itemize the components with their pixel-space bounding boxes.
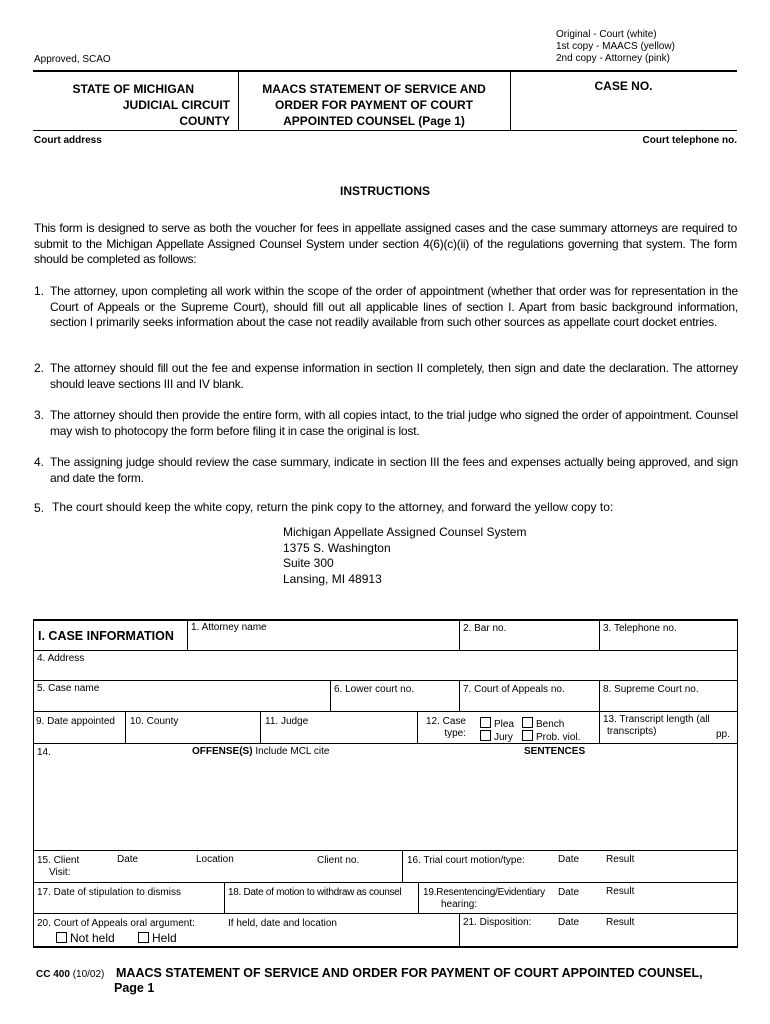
item-5-number: 5. xyxy=(34,501,45,515)
header-bottom-rule xyxy=(33,130,737,131)
address-line-4: Lansing, MI 48913 xyxy=(283,572,382,587)
grid-line xyxy=(417,711,418,743)
jury-label: Jury xyxy=(494,732,513,743)
not-held-label: Not held xyxy=(70,931,115,945)
form-title-line-2: ORDER FOR PAYMENT OF COURT xyxy=(274,98,473,112)
address-line-3: Suite 300 xyxy=(283,556,334,571)
item-3-text: The attorney should then provide the entire form, with all copies intact, to the trial judge who signed the order of appointment. Counsel may wish to photocopy the form before filing it in case the original is lost. xyxy=(50,408,738,438)
section-left-border xyxy=(33,619,34,946)
motion-withdraw-label: 18. Date of motion to withdraw as counsel xyxy=(228,887,402,898)
grid-line xyxy=(33,743,738,744)
client-no-label: Client no. xyxy=(317,855,360,866)
county-label: COUNTY xyxy=(179,114,230,128)
item-5-text: The court should keep the white copy, return the pink copy to the attorney, and forward the yellow copy to: xyxy=(52,500,614,514)
grid-line xyxy=(187,620,188,650)
form-title-line-1: MAACS STATEMENT OF SERVICE AND xyxy=(262,82,486,96)
grid-line xyxy=(402,850,403,882)
grid-line xyxy=(330,680,331,711)
footer-page: Page 1 xyxy=(114,981,155,995)
held-option[interactable] xyxy=(138,931,177,945)
item-2-number: 2. xyxy=(34,361,45,375)
disposition-date-label: Date xyxy=(558,917,580,928)
plea-label: Plea xyxy=(494,719,515,730)
not-held-checkbox[interactable] xyxy=(56,932,67,943)
transcript-line-2: transcripts) xyxy=(607,726,657,737)
grid-line xyxy=(599,680,600,711)
offenses-heading xyxy=(192,746,329,758)
case-type-label xyxy=(422,716,466,740)
grid-line xyxy=(33,850,738,851)
held-label: Held xyxy=(152,931,177,945)
grid-line xyxy=(459,913,460,946)
item-14-label: 14. xyxy=(37,747,51,758)
footer-title: MAACS STATEMENT OF SERVICE AND ORDER FOR PAYMENT OF COURT APPOINTED COUNSEL, xyxy=(116,966,703,980)
circuit-label: JUDICIAL CIRCUIT xyxy=(122,98,230,112)
form-revision: (10/02) xyxy=(72,969,105,980)
attorney-name-label: 1. Attorney name xyxy=(191,622,267,633)
transcript-length-label xyxy=(603,714,710,738)
prob-viol-checkbox[interactable] xyxy=(522,730,533,741)
jury-option[interactable] xyxy=(480,730,513,744)
grid-line xyxy=(33,650,738,651)
maacs-address xyxy=(283,525,526,588)
grid-line xyxy=(33,711,738,712)
bench-label: Bench xyxy=(536,719,565,730)
grid-line xyxy=(260,711,261,743)
coa-no-label: 7. Court of Appeals no. xyxy=(463,684,565,695)
bar-no-label: 2. Bar no. xyxy=(463,623,507,634)
grid-line xyxy=(599,620,600,650)
lower-court-label: 6. Lower court no. xyxy=(334,684,415,695)
court-address-label: Court address xyxy=(34,135,102,146)
grid-line xyxy=(33,680,738,681)
grid-line xyxy=(418,882,419,913)
bench-checkbox[interactable] xyxy=(522,717,533,728)
client-visit-label xyxy=(37,855,79,879)
approved-scao: Approved, SCAO xyxy=(34,54,111,65)
client-visit-location-label: Location xyxy=(196,854,234,865)
offenses-note: Include MCL cite xyxy=(255,746,330,757)
resentencing-line-1: 19.Resentencing/Evidentiary xyxy=(423,887,545,898)
case-type-line-1: 12. Case xyxy=(425,716,466,727)
transcript-line-1: 13. Transcript length (all xyxy=(603,714,710,725)
address-line-1: Michigan Appellate Assigned Counsel System xyxy=(283,525,527,539)
client-visit-line-2: Visit: xyxy=(49,867,71,878)
grid-line xyxy=(459,620,460,650)
form-number-code: CC 400 xyxy=(36,969,70,980)
grid-line xyxy=(33,946,738,948)
prob-viol-option[interactable] xyxy=(522,730,580,744)
form-title xyxy=(238,81,510,129)
resentencing-result-label: Result xyxy=(606,886,635,897)
county-field-label: 10. County xyxy=(130,716,179,727)
court-telephone-label: Court telephone no. xyxy=(642,135,737,146)
trial-motion-date-label: Date xyxy=(558,854,580,865)
copy-first: 1st copy - MAACS (yellow) xyxy=(556,41,675,52)
item-4-text: The assigning judge should review the case summary, indicate in section III the fees and expenses actually being approved, and sign and date the form. xyxy=(50,455,738,485)
stipulation-label: 17. Date of stipulation to dismiss xyxy=(37,887,181,898)
grid-line xyxy=(125,711,126,743)
date-appointed-label: 9. Date appointed xyxy=(36,716,115,727)
instructions-intro: This form is designed to serve as both the voucher for fees in appellate assigned cases and the case summary attorneys are required to submit to the Michigan Appellate Assigned Counsel System under section 4(6)(c)(ii) of the regulations governing that system. The form should be completed as follows: xyxy=(34,221,737,266)
if-held-label: If held, date and location xyxy=(228,918,337,929)
copy-distribution xyxy=(556,29,675,65)
judge-label: 11. Judge xyxy=(265,716,309,727)
trial-motion-label: 16. Trial court motion/type: xyxy=(407,855,525,866)
item-2-text: The attorney should fill out the fee and expense information in section II completely, then sign and date the declaration. The attorney should leave sections III and IV blank. xyxy=(50,361,738,391)
resentencing-label xyxy=(423,887,545,911)
offenses-label: OFFENSE(S) xyxy=(192,746,253,757)
grid-line xyxy=(599,711,600,743)
plea-checkbox[interactable] xyxy=(480,717,491,728)
prob-viol-label: Prob. viol. xyxy=(536,732,581,743)
grid-line xyxy=(33,913,738,914)
state-label: STATE OF MICHIGAN xyxy=(72,82,194,96)
case-no-label: CASE NO. xyxy=(594,79,653,93)
item-4-number: 4. xyxy=(34,455,45,469)
case-name-label: 5. Case name xyxy=(37,683,100,694)
oral-argument-label: 20. Court of Appeals oral argument: xyxy=(37,918,195,929)
grid-line xyxy=(33,882,738,883)
header-top-rule xyxy=(33,70,737,72)
disposition-result-label: Result xyxy=(606,917,635,928)
sentences-label: SENTENCES xyxy=(524,746,586,757)
grid-line xyxy=(459,680,460,711)
held-checkbox[interactable] xyxy=(138,932,149,943)
resentencing-line-2: hearing: xyxy=(441,899,478,910)
trial-motion-result-label: Result xyxy=(606,854,635,865)
not-held-option[interactable] xyxy=(56,931,115,945)
section-top-rule xyxy=(33,619,738,621)
sc-no-label: 8. Supreme Court no. xyxy=(603,684,699,695)
section-1-title: I. CASE INFORMATION xyxy=(38,629,174,643)
address-line-2: 1375 S. Washington xyxy=(283,540,391,555)
item-3-number: 3. xyxy=(34,408,45,422)
item-1-number: 1. xyxy=(34,284,45,298)
case-type-line-2: type: xyxy=(444,728,466,739)
client-visit-date-label: Date xyxy=(117,854,139,865)
copy-second: 2nd copy - Attorney (pink) xyxy=(556,53,670,64)
telephone-label: 3. Telephone no. xyxy=(603,623,677,634)
disposition-label: 21. Disposition: xyxy=(463,917,532,928)
item-1-text: The attorney, upon completing all work within the scope of the order of appointment (whether that order was for representation in the Court of Appeals or the Supreme Court), should fill out all applicable lines of section I. Apart from basic background information, section I primarily seeks information about the case not readily available from such other sources as appellate court docket entries. xyxy=(50,284,738,329)
court-heading xyxy=(34,81,230,129)
client-visit-line-1: 15. Client xyxy=(37,855,80,866)
section-right-border xyxy=(737,619,738,946)
address-label: 4. Address xyxy=(37,653,85,664)
plea-option[interactable] xyxy=(480,717,514,731)
grid-line xyxy=(224,882,225,913)
copy-original: Original - Court (white) xyxy=(556,29,657,40)
pp-label: pp. xyxy=(716,729,730,740)
bench-option[interactable] xyxy=(522,717,564,731)
instructions-heading: INSTRUCTIONS xyxy=(340,184,430,198)
jury-checkbox[interactable] xyxy=(480,730,491,741)
resentencing-date-label: Date xyxy=(558,887,580,898)
form-title-line-3: APPOINTED COUNSEL (Page 1) xyxy=(283,114,465,128)
form-number xyxy=(36,969,104,980)
